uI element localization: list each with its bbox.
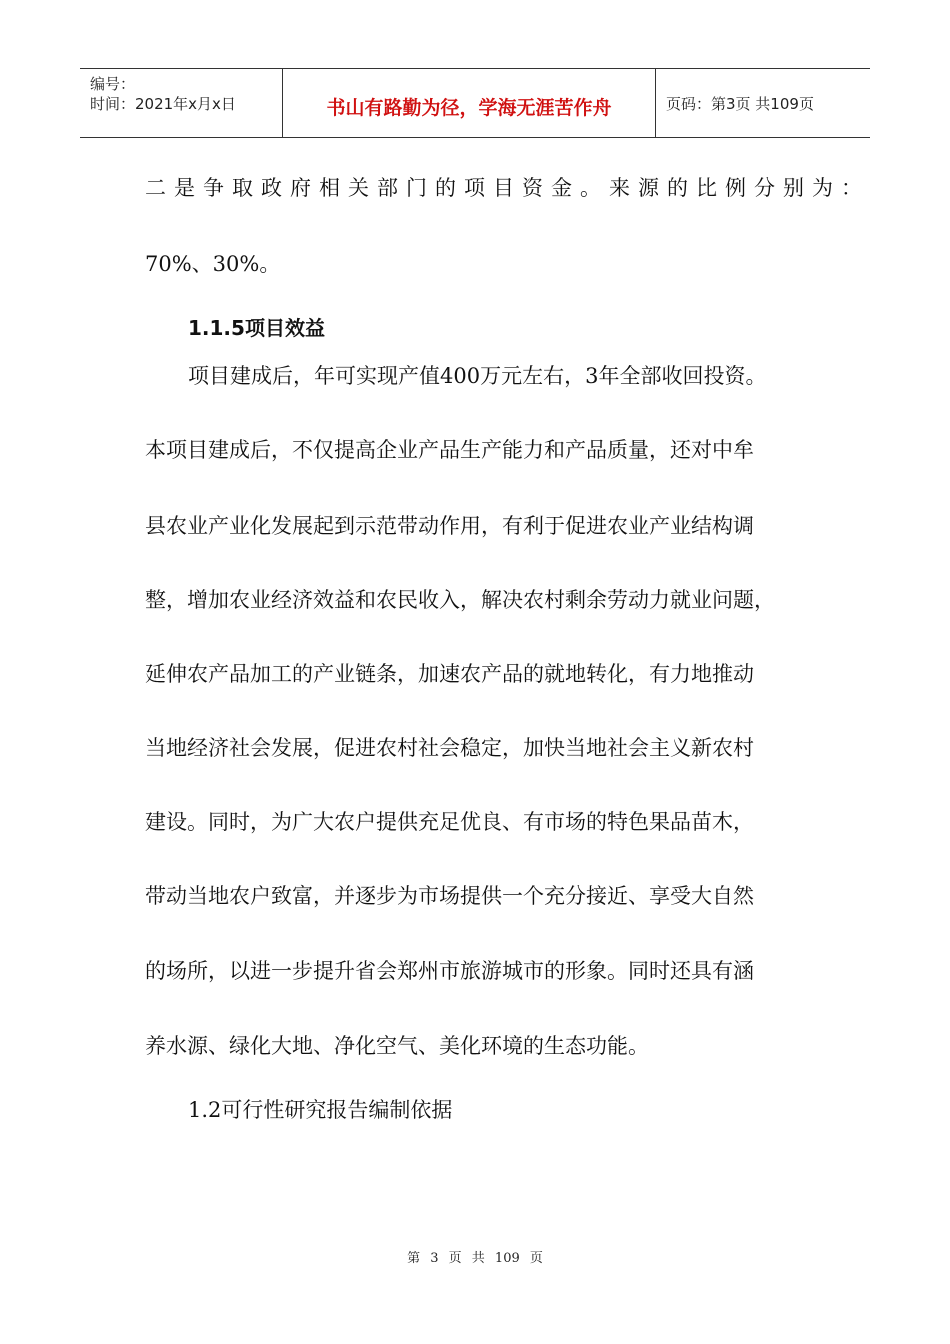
section-heading: 1.1.5项目效益 xyxy=(188,316,325,340)
paragraph-line: 当地经济社会发展，促进农村社会稳定，加快当地社会主义新农村 xyxy=(145,736,754,760)
paragraph-line: 本项目建成后，不仅提高企业产品生产能力和产品质量，还对中牟 xyxy=(145,438,754,462)
header-page-info: 页码：第3页 共109页 xyxy=(666,95,814,113)
paragraph-line: 带动当地农户致富，并逐步为市场提供一个充分接近、享受大自然 xyxy=(145,884,754,908)
paragraph-line: 延伸农产品加工的产业链条，加速农产品的就地转化，有力地推动 xyxy=(145,662,754,686)
document-number-label: 编号： xyxy=(90,75,136,93)
header-page-cell xyxy=(656,69,870,137)
header-meta-cell xyxy=(80,69,283,137)
paragraph-line: 建设。同时，为广大农户提供充足优良、有市场的特色果品苗木， xyxy=(145,810,754,834)
header-motto-cell xyxy=(283,69,656,137)
paragraph-line: 70%、30%。 xyxy=(145,252,281,276)
page-footer: 第 3 页 共 109 页 xyxy=(407,1251,543,1266)
paragraph-line: 整，增加农业经济效益和农民收入，解决农村剩余劳动力就业问题， xyxy=(145,588,775,612)
paragraph-line: 二是争取政府相关部门的项目资金。来源的比例分别为： xyxy=(145,176,870,200)
paragraph-line: 县农业产业化发展起到示范带动作用，有利于促进农业产业结构调 xyxy=(145,514,754,538)
page-header xyxy=(80,68,870,138)
paragraph-line: 的场所，以进一步提升省会郑州市旅游城市的形象。同时还具有涵 xyxy=(145,959,754,983)
section-heading: 1.2可行性研究报告编制依据 xyxy=(188,1098,453,1122)
paragraph-line: 项目建成后，年可实现产值400万元左右，3年全部收回投资。 xyxy=(188,364,767,388)
paragraph-line: 养水源、绿化大地、净化空气、美化环境的生态功能。 xyxy=(145,1034,649,1058)
document-time-label: 时间：2021年x月x日 xyxy=(90,95,236,113)
header-motto: 书山有路勤为径，学海无涯苦作舟 xyxy=(326,97,612,119)
